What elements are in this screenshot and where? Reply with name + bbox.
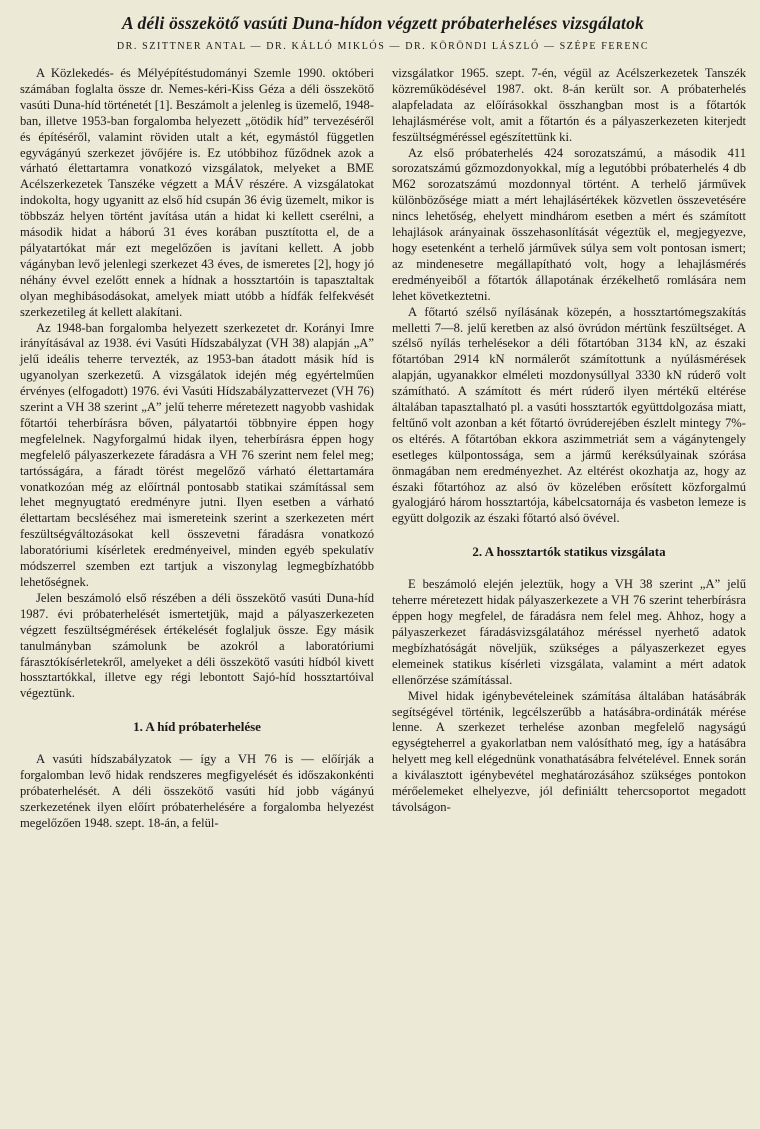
paragraph: Mivel hidak igénybevételeinek számítása általában hatásábrák segítségével történik, legcélszerűbb a hatásábra-ordináták mérése lenne. A szerkezet terhelése azonban megfelelő nagyságú egységteherrel a gyakorlatban nem valósítható meg, így a hatásábra helyett meg kell elégednünk vonathatásábra felvételével. Ennek során a kiválasztott igénybevétel meghatározásához szükséges pontokon mérőelemeket elhelyezve, jól definiáltt tehercsoportot megadott távolságon- [392,688,746,814]
article-body [20,66,746,832]
section-heading: 1. A híd próbaterhelése [133,719,261,735]
section-heading: 2. A hossztartók statikus vizsgálata [472,544,666,560]
paragraph: A vasúti hídszabályzatok — így a VH 76 is — előírják a forgalomban levő hidak rendszeres megfigyelését és időszakonkénti próbaterhelését. A déli összekötő vasúti híd jobb vágányú szerkezetének ilyen előírt próbaterhelésére a forgalomba helyezést megelőzően 1948. szept. 18-án, a felül- [20,752,374,830]
left-column [20,66,374,832]
paragraph: Az első próbaterhelés 424 sorozatszámú, a második 411 sorozatszámú gőzmozdonyokkal, míg a legutóbbi próbaterhelés 4 db M62 sorozatszámú mozdonnyal történt. A terhelő járművek különbözősége miatt a mért lehajlásértékek közvetlen összevetésére nincs lehetőség, ehelyett mindhárom esetben a mért és számított lehajlások arányainak összehasonlítását végeztük el, megjegyezve, hogy esetenként a terhelő járművek súlya sem volt pontosan ismert; az mindenesetre megállapítható volt, hogy a lehajlásmérés eredményeiből a főtartók állapotának érzékelhető romlására nem lehet következtetni. [392,145,746,303]
paragraph: E beszámoló elején jeleztük, hogy a VH 38 szerint „A” jelű teherre méretezett hidak pályaszerkezete a VH 76 szerint teherbírásra éppen hogy megfelel, de fáradásra nem felel meg. Ahhoz, hogy a pályaszerkezet fáradásvizsgálatához méréssel nyerhető adatok megbízhatóságát növeljük, szükséges a pályaszerkezet egyes elemeinek statikus kísérleti vizsgálata, valamint a mért adatok ellenőrzése számítással. [392,577,746,687]
article-authors: DR. SZITTNER ANTAL — DR. KÁLLÓ MIKLÓS — DR. KÖRÖNDI LÁSZLÓ — SZÉPE FERENC [116,41,650,52]
paragraph: vizsgálatkor 1965. szept. 7-én, végül az Acélszerkezetek Tanszék közreműködésével 1987. okt. 8-án került sor. A próbaterhelés alapfeladata az előírásokkal összhangban most is a főtartók lehajlásmérése volt, amit a főtartón és a pályaszerkezeten kiterjedt feszültségméréssel egészítettünk ki. [392,66,746,144]
paragraph: A Közlekedés- és Mélyépítéstudományi Szemle 1990. októberi számában foglalta össze dr. Nemes-kéri-Kiss Géza a déli összekötő vasúti Duna-híd történetét [1]. Beszámolt a jelenleg is üzemelő, 1948-ban, illetve 1953-ban forgalomba helyezett „ötödik híd” tervezéséről és építéséről, valamint röviden utalt a két, egymástól független egyvágányú szerkezet jövőjére is. Ez utóbbihoz fűződnek azok a várható élettartamra vonatkozó vizsgálatok, melyeket a BME Acélszerkezetek Tanszéke végzett a MÁV részére. A vizsgálatokat indokolta, hogy ugyanitt az első híd csupán 36 évig üzemelt, mikor is többszáz helyen történt javítása után a hidat ki kellett cserélni, a második hidat a háború 31 éves korában pusztította el, de a pályatartókat már ezt megelőzően is javítani kellett. A jobb vágányban levő jelenlegi szerkezet 43 éves, de ismeretes [2], hogy jó néhány évvel ezelőtt ennek a hídnak a hossztartóin is tapasztaltak olyan meghibásodásokat, amelyek miatt utóbb a hídfák felfekvését szerkezetileg át kellett alakítani. [20,66,374,319]
paragraph: Jelen beszámoló első részében a déli összekötő vasúti Duna-híd 1987. évi próbaterhelését ismertetjük, majd a pályaszerkezeten végzett feszültségmérések értékelését foglaljuk össze. Egy másik tanulmányban számolunk be azokról a laboratóriumi fárasztókísérletekről, amelyeket a déli összekötő vasúti hídból kivett hossztartókkal, illetve egy régi lebontott Sajó-híd hossztartóival végeztünk. [20,590,374,701]
right-column [392,66,746,832]
paragraph: A főtartó szélső nyílásának közepén, a hossztartómegszakítás melletti 7—8. jelű keretben az alsó övrúdon mértünk feszültséget. A szélső nyílás terhelésekor a déli főtartóban 3134 kN, az északi főtartóban 2914 kN normálerőt számítottunk a nyúlásmérések alapján, ugyanakkor elméleti mozdonysúllyal 3330 kN rúderő volt számítható. A számított és mért rúderő ilyen mértékű eltérése általában tapasztalható pl. a vasúti hossztartók együttdolgozása miatt, feltűnő volt azonban a két főtartó övrúderejében észlelt mintegy 7%-os eltérés. A főtartóban ekkora aszimmetriát sem a vágánytengely esetleges külpontossága, sem a jármű keréksúlyainak szórása önmagában nem eredményezhet. Az eltérést okozhatja az, hogy az északi főtartóhoz az alsó öv közelében erősített közforgalmú gyalogjáró három hossztartója, kábelcsatornája és vasbeton lemeze is együtt dolgozik az északi főtartó alsó övével. [392,304,746,526]
article-title: A déli összekötő vasúti Duna-hídon végzett próbaterheléses vizsgálatok [121,13,644,33]
paragraph: Az 1948-ban forgalomba helyezett szerkezetet dr. Korányi Imre irányításával az 1938. évi Vasúti Hídszabályzat (VH 38) alapján „A” jelű ideális teherre tervezték, az 1953-ban átadott másik híd is ugyanolyan szerkezetű. A vizsgálatok idején még egyértelműen érvényes (elfogadott) 1976. évi Vasúti Hídszabályzattervezet (VH 76) szerint a VH 38 szerint „A” jelű teherre méretezett nagyobb vashidak főtartói teherbírásra bőven, pályatartói többnyire éppen hogy megfelelnek. Nagyforgalmú hidak ilyen, teherbírásra éppen hogy megfelelő pályaszerkezete fáradásra a VH 76 szerint nem felel meg; tartósságára, a fáradt törést megelőző várható élettartamára vonatkozóan még az előírtnál pontosabb statikai számítással sem lehet megnyugtató eredményre jutni. Ilyen esetben a várható élettartam becsléséhez mai ismereteink szerint a szerkezeten mért feszültségváltozásokat kell összevetni fáradásra vonatkozó laboratóriumi kísérletek eredményeivel, minden egyéb spekulatív módszerrel szemben ezt tartjuk a viszonylag legmegbízhatóbb lehetőségnek. [20,320,374,589]
